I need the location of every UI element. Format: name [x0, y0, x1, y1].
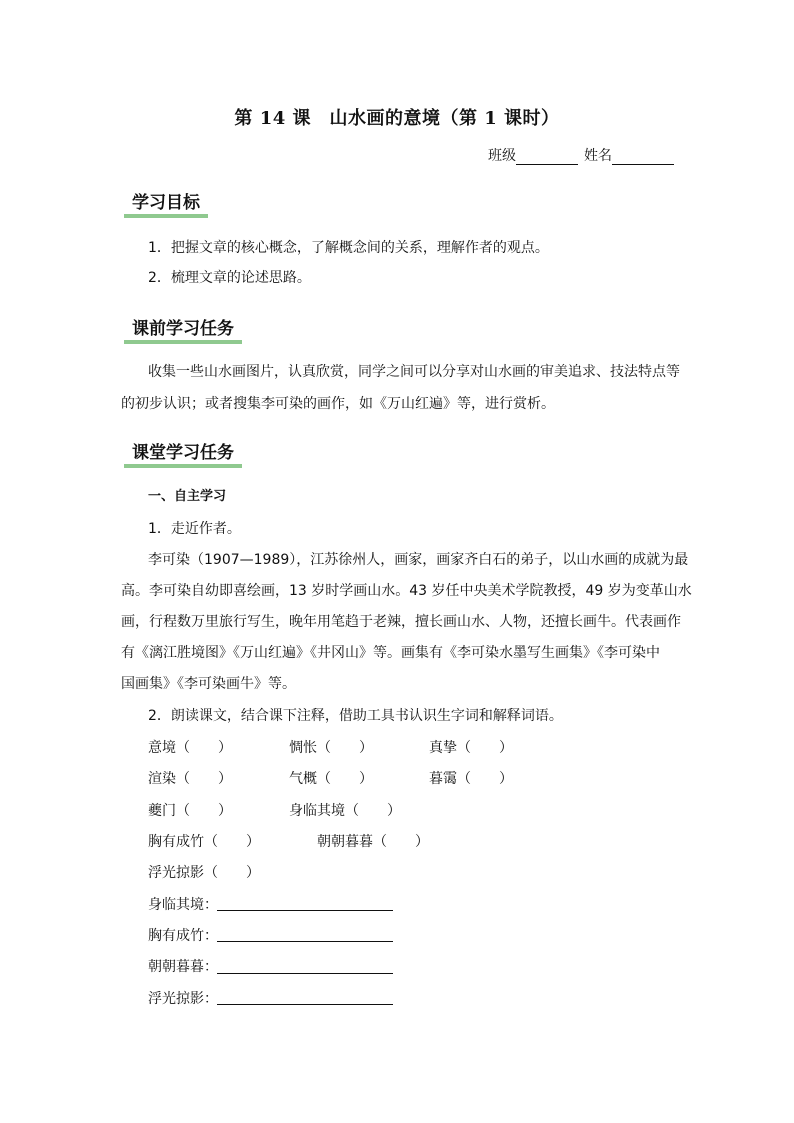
author-line: 李可染（1907—1989），江苏徐州人，画家，画家齐白石的弟子，以山水画的成就为最: [148, 552, 689, 568]
author-line: 有《漓江胜境图》《万山红遍》《井冈山》等。画集有《李可染水墨写生画集》《李可染中: [121, 645, 660, 661]
task-item-2: 2．朗读课文，结合课下注释，借助工具书认识生字词和解释词语。: [148, 708, 563, 724]
vocab-item[interactable]: 渲染（ ）: [148, 771, 232, 787]
section-heading-preclass: 课前学习任务: [124, 316, 242, 344]
vocab-item[interactable]: 浮光掠影（ ）: [148, 865, 260, 881]
vocab-item[interactable]: 气概（ ）: [289, 771, 373, 787]
section-heading-objectives: 学习目标: [124, 190, 208, 218]
vocab-item[interactable]: 身临其境（ ）: [289, 803, 401, 819]
explain-label: 胸有成竹：: [148, 928, 218, 944]
class-blank[interactable]: [516, 150, 578, 165]
name-line: [488, 145, 674, 165]
class-label: 班级: [488, 148, 516, 164]
heading-underline-bar: [124, 464, 242, 468]
vocab-item[interactable]: 意境（ ）: [148, 740, 232, 756]
preclass-line: 收集一些山水画图片，认真欣赏，同学之间可以分享对山水画的审美追求、技法特点等: [148, 364, 680, 380]
explain-answer-line[interactable]: [217, 1003, 393, 1005]
author-line: 高。李可染自幼即喜绘画，13 岁时学画山水。43 岁任中央美术学院教授，49 岁为变革山水: [121, 583, 692, 599]
name-blank[interactable]: [612, 150, 674, 165]
explain-answer-line[interactable]: [217, 909, 393, 911]
explain-label: 朝朝暮暮：: [148, 959, 218, 975]
preclass-line: 的初步认识；或者搜集李可染的画作，如《万山红遍》等，进行赏析。: [121, 396, 555, 412]
vocab-item[interactable]: 朝朝暮暮（ ）: [317, 834, 429, 850]
explain-label: 浮光掠影：: [148, 991, 218, 1007]
vocab-item[interactable]: 胸有成竹（ ）: [148, 834, 260, 850]
heading-underline-bar: [124, 340, 242, 344]
page-title: 第 14 课 山水画的意境（第 1 课时）: [234, 108, 560, 129]
vocab-item[interactable]: 真挚（ ）: [429, 740, 513, 756]
vocab-item[interactable]: 暮霭（ ）: [429, 771, 513, 787]
name-label: 姓名: [584, 148, 612, 164]
task-item-1: 1．走近作者。: [148, 521, 241, 537]
explain-answer-line[interactable]: [217, 972, 393, 974]
objective-item: 1．把握文章的核心概念，了解概念间的关系，理解作者的观点。: [148, 240, 549, 256]
explain-answer-line[interactable]: [217, 940, 393, 942]
explain-label: 身临其境：: [148, 897, 218, 913]
sub-heading-self-study: 一、自主学习: [148, 489, 227, 504]
heading-underline-bar: [124, 214, 208, 218]
objective-item: 2．梳理文章的论述思路。: [148, 270, 311, 286]
vocab-item[interactable]: 惆怅（ ）: [289, 740, 373, 756]
section-heading-inclass: 课堂学习任务: [124, 440, 242, 468]
author-line: 国画集》《李可染画牛》等。: [121, 676, 296, 692]
vocab-item[interactable]: 夔门（ ）: [148, 803, 232, 819]
author-line: 画，行程数万里旅行写生，晚年用笔趋于老辣，擅长画山水、人物，还擅长画牛。代表画作: [121, 614, 681, 630]
